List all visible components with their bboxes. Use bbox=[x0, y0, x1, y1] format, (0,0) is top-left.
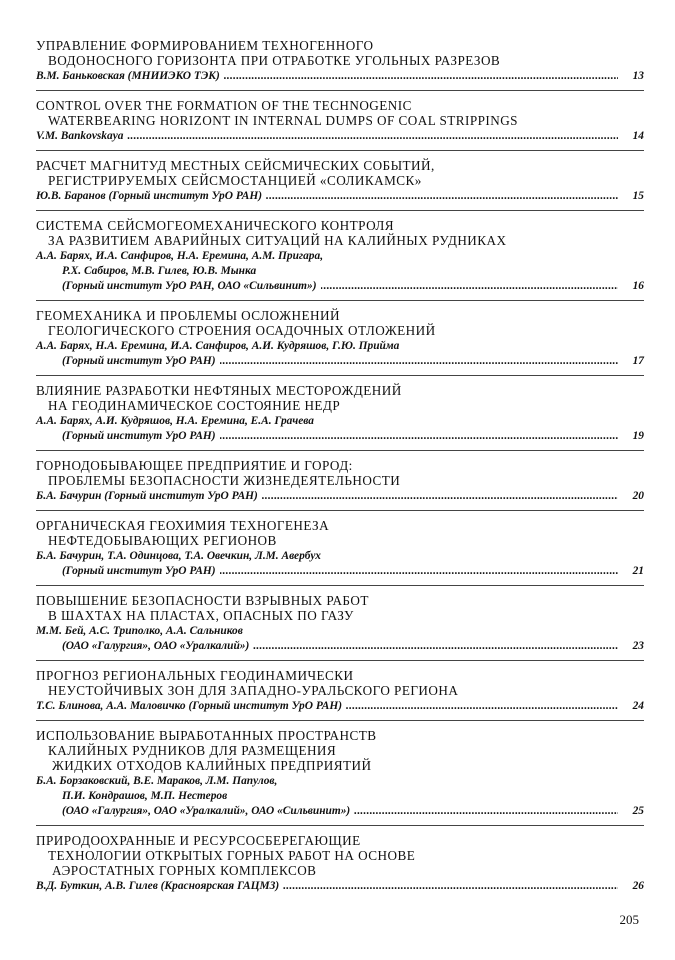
title-line: ТЕХНОЛОГИИ ОТКРЫТЫХ ГОРНЫХ РАБОТ НА ОСНОВЕ bbox=[48, 848, 416, 863]
toc-entry bbox=[36, 668, 644, 721]
author-line: П.И. Кондрашов, М.П. Нестеров bbox=[62, 790, 228, 802]
dot-leader bbox=[266, 189, 618, 204]
toc-entry bbox=[36, 308, 644, 376]
dot-leader bbox=[253, 639, 618, 654]
dot-leader bbox=[262, 489, 618, 504]
title-line: WATERBEARING HORIZONT IN INTERNAL DUMPS OF COAL STRIPPINGS bbox=[48, 113, 518, 128]
title-line: КАЛИЙНЫХ РУДНИКОВ ДЛЯ РАЗМЕЩЕНИЯ bbox=[48, 743, 337, 758]
author-line: Р.Х. Сабиров, М.В. Гилев, Ю.В. Мынка bbox=[62, 265, 257, 277]
entry-authors bbox=[36, 249, 644, 294]
title-line: В ШАХТАХ НА ПЛАСТАХ, ОПАСНЫХ ПО ГАЗУ bbox=[48, 608, 354, 623]
entry-title bbox=[36, 518, 644, 548]
title-line: АЭРОСТАТНЫХ ГОРНЫХ КОМПЛЕКСОВ bbox=[52, 863, 317, 878]
dot-leader bbox=[321, 279, 618, 294]
entry-authors bbox=[36, 414, 644, 444]
entry-authors bbox=[36, 699, 644, 714]
toc-entry bbox=[36, 728, 644, 826]
leader-line bbox=[36, 489, 644, 504]
title-line: ИСПОЛЬЗОВАНИЕ ВЫРАБОТАННЫХ ПРОСТРАНСТВ bbox=[36, 728, 377, 743]
author-affiliation: (ОАО «Галургия», ОАО «Уралкалий») bbox=[62, 640, 250, 652]
title-line: ПРОГНОЗ РЕГИОНАЛЬНЫХ ГЕОДИНАМИЧЕСКИ bbox=[36, 668, 354, 683]
entry-authors bbox=[36, 339, 644, 369]
toc-entry bbox=[36, 383, 644, 451]
dot-leader bbox=[283, 879, 618, 894]
entry-page-number: 26 bbox=[632, 880, 644, 892]
title-line: ВОДОНОСНОГО ГОРИЗОНТА ПРИ ОТРАБОТКЕ УГОЛЬНЫХ РАЗРЕЗОВ bbox=[48, 53, 501, 68]
title-line: ВЛИЯНИЕ РАЗРАБОТКИ НЕФТЯНЫХ МЕСТОРОЖДЕНИЙ bbox=[36, 383, 402, 398]
title-line: ОРГАНИЧЕСКАЯ ГЕОХИМИЯ ТЕХНОГЕНЕЗА bbox=[36, 518, 330, 533]
entry-page-number: 24 bbox=[632, 700, 644, 712]
dot-leader bbox=[220, 354, 618, 369]
leader-line bbox=[36, 189, 644, 204]
entry-authors bbox=[36, 129, 644, 144]
author-affiliation: (Горный институт УрО РАН) bbox=[62, 355, 216, 367]
toc-entry bbox=[36, 458, 644, 511]
entry-title bbox=[36, 668, 644, 698]
title-line: ЗА РАЗВИТИЕМ АВАРИЙНЫХ СИТУАЦИЙ НА КАЛИЙНЫХ РУДНИКАХ bbox=[48, 233, 507, 248]
author-affiliation: V.M. Bankovskaya bbox=[36, 130, 124, 142]
author-line: М.М. Бей, А.С. Триполко, А.А. Сальников bbox=[36, 625, 243, 637]
title-line: РАСЧЕТ МАГНИТУД МЕСТНЫХ СЕЙСМИЧЕСКИХ СОБЫТИЙ, bbox=[36, 158, 435, 173]
author-line: А.А. Барях, И.А. Санфиров, Н.А. Еремина, А.М. Пригара, bbox=[36, 250, 324, 262]
entry-title bbox=[36, 458, 644, 488]
toc-entry bbox=[36, 518, 644, 586]
title-line: ГЕОМЕХАНИКА И ПРОБЛЕМЫ ОСЛОЖНЕНИЙ bbox=[36, 308, 340, 323]
author-affiliation: (Горный институт УрО РАН) bbox=[62, 430, 216, 442]
title-line: НЕУСТОЙЧИВЫХ ЗОН ДЛЯ ЗАПАДНО-УРАЛЬСКОГО РЕГИОНА bbox=[48, 683, 459, 698]
entry-title bbox=[36, 833, 644, 878]
entry-page-number: 17 bbox=[632, 355, 644, 367]
title-line: ПРИРОДООХРАННЫЕ И РЕСУРСОСБЕРЕГАЮЩИЕ bbox=[36, 833, 361, 848]
leader-line bbox=[36, 564, 644, 579]
toc-entry bbox=[36, 98, 644, 151]
entry-page-number: 15 bbox=[632, 190, 644, 202]
entry-page-number: 21 bbox=[632, 565, 644, 577]
entry-title bbox=[36, 98, 644, 128]
leader-line bbox=[36, 69, 644, 84]
entry-page-number: 19 bbox=[632, 430, 644, 442]
entry-authors bbox=[36, 624, 644, 654]
entry-title bbox=[36, 383, 644, 413]
title-line: РЕГИСТРИРУЕМЫХ СЕЙСМОСТАНЦИЕЙ «СОЛИКАМСК» bbox=[48, 173, 422, 188]
entry-page-number: 23 bbox=[632, 640, 644, 652]
entry-authors bbox=[36, 69, 644, 84]
title-line: ПОВЫШЕНИЕ БЕЗОПАСНОСТИ ВЗРЫВНЫХ РАБОТ bbox=[36, 593, 369, 608]
entry-authors bbox=[36, 189, 644, 204]
dot-leader bbox=[346, 699, 618, 714]
entry-page-number: 16 bbox=[632, 280, 644, 292]
author-line: А.А. Барях, А.И. Кудряшов, Н.А. Еремина, Е.А. Грачева bbox=[36, 415, 314, 427]
title-line: ГЕОЛОГИЧЕСКОГО СТРОЕНИЯ ОСАДОЧНЫХ ОТЛОЖЕНИЙ bbox=[48, 323, 436, 338]
leader-line bbox=[36, 879, 644, 894]
leader-line bbox=[36, 429, 644, 444]
entry-title bbox=[36, 158, 644, 188]
page-number: 205 bbox=[619, 912, 639, 927]
title-line: УПРАВЛЕНИЕ ФОРМИРОВАНИЕМ ТЕХНОГЕННОГО bbox=[36, 38, 374, 53]
title-line: ГОРНОДОБЫВАЮЩЕЕ ПРЕДПРИЯТИЕ И ГОРОД: bbox=[36, 458, 353, 473]
dot-leader bbox=[224, 69, 618, 84]
toc-entry bbox=[36, 833, 644, 900]
dot-leader bbox=[220, 429, 618, 444]
leader-line bbox=[36, 804, 644, 819]
author-affiliation: (Горный институт УрО РАН) bbox=[62, 565, 216, 577]
entry-page-number: 20 bbox=[632, 490, 644, 502]
toc-entry bbox=[36, 218, 644, 301]
dot-leader bbox=[220, 564, 618, 579]
entry-title bbox=[36, 728, 644, 773]
author-affiliation: Б.А. Бачурин (Горный институт УрО РАН) bbox=[36, 490, 258, 502]
entry-authors bbox=[36, 549, 644, 579]
leader-line bbox=[36, 639, 644, 654]
toc-entry bbox=[36, 158, 644, 211]
author-affiliation: Т.С. Блинова, А.А. Маловичко (Горный институт УрО РАН) bbox=[36, 700, 343, 712]
author-line: Б.А. Борзаковский, В.Е. Мараков, Л.М. Папулов, bbox=[36, 775, 278, 787]
title-line: СИСТЕМА СЕЙСМОГЕОМЕХАНИЧЕСКОГО КОНТРОЛЯ bbox=[36, 218, 395, 233]
entry-title bbox=[36, 593, 644, 623]
entry-title bbox=[36, 38, 644, 68]
leader-line bbox=[36, 279, 644, 294]
toc-entry bbox=[36, 593, 644, 661]
title-line: ЖИДКИХ ОТХОДОВ КАЛИЙНЫХ ПРЕДПРИЯТИЙ bbox=[52, 758, 372, 773]
table-of-contents bbox=[36, 38, 644, 907]
author-affiliation: Ю.В. Баранов (Горный институт УрО РАН) bbox=[36, 190, 263, 202]
leader-line bbox=[36, 129, 644, 144]
entry-page-number: 25 bbox=[632, 805, 644, 817]
author-affiliation: (ОАО «Галургия», ОАО «Уралкалий», ОАО «Сильвинит») bbox=[62, 805, 351, 817]
author-affiliation: (Горный институт УрО РАН, ОАО «Сильвинит») bbox=[62, 280, 317, 292]
title-line: НА ГЕОДИНАМИЧЕСКОЕ СОСТОЯНИЕ НЕДР bbox=[48, 398, 341, 413]
author-line: А.А. Барях, Н.А. Еремина, И.А. Санфиров, А.И. Кудряшов, Г.Ю. Прийма bbox=[36, 340, 400, 352]
title-line: НЕФТЕДОБЫВАЮЩИХ РЕГИОНОВ bbox=[48, 533, 277, 548]
entry-title bbox=[36, 218, 644, 248]
title-line: ПРОБЛЕМЫ БЕЗОПАСНОСТИ ЖИЗНЕДЕЯТЕЛЬНОСТИ bbox=[48, 473, 401, 488]
toc-entry bbox=[36, 38, 644, 91]
title-line: CONTROL OVER THE FORMATION OF THE TECHNOGENIC bbox=[36, 98, 412, 113]
entry-page-number: 13 bbox=[632, 70, 644, 82]
dot-leader bbox=[127, 129, 618, 144]
leader-line bbox=[36, 354, 644, 369]
author-affiliation: В.М. Баньковская (МНИИЭКО ТЭК) bbox=[36, 70, 220, 82]
leader-line bbox=[36, 699, 644, 714]
entry-authors bbox=[36, 489, 644, 504]
author-affiliation: В.Д. Буткин, А.В. Гилев (Красноярская ГАЦМЗ) bbox=[36, 880, 280, 892]
entry-title bbox=[36, 308, 644, 338]
dot-leader bbox=[354, 804, 618, 819]
entry-page-number: 14 bbox=[632, 130, 644, 142]
entry-authors bbox=[36, 879, 644, 894]
author-line: Б.А. Бачурин, Т.А. Одинцова, Т.А. Овечкин, Л.М. Авербух bbox=[36, 550, 321, 562]
entry-authors bbox=[36, 774, 644, 819]
